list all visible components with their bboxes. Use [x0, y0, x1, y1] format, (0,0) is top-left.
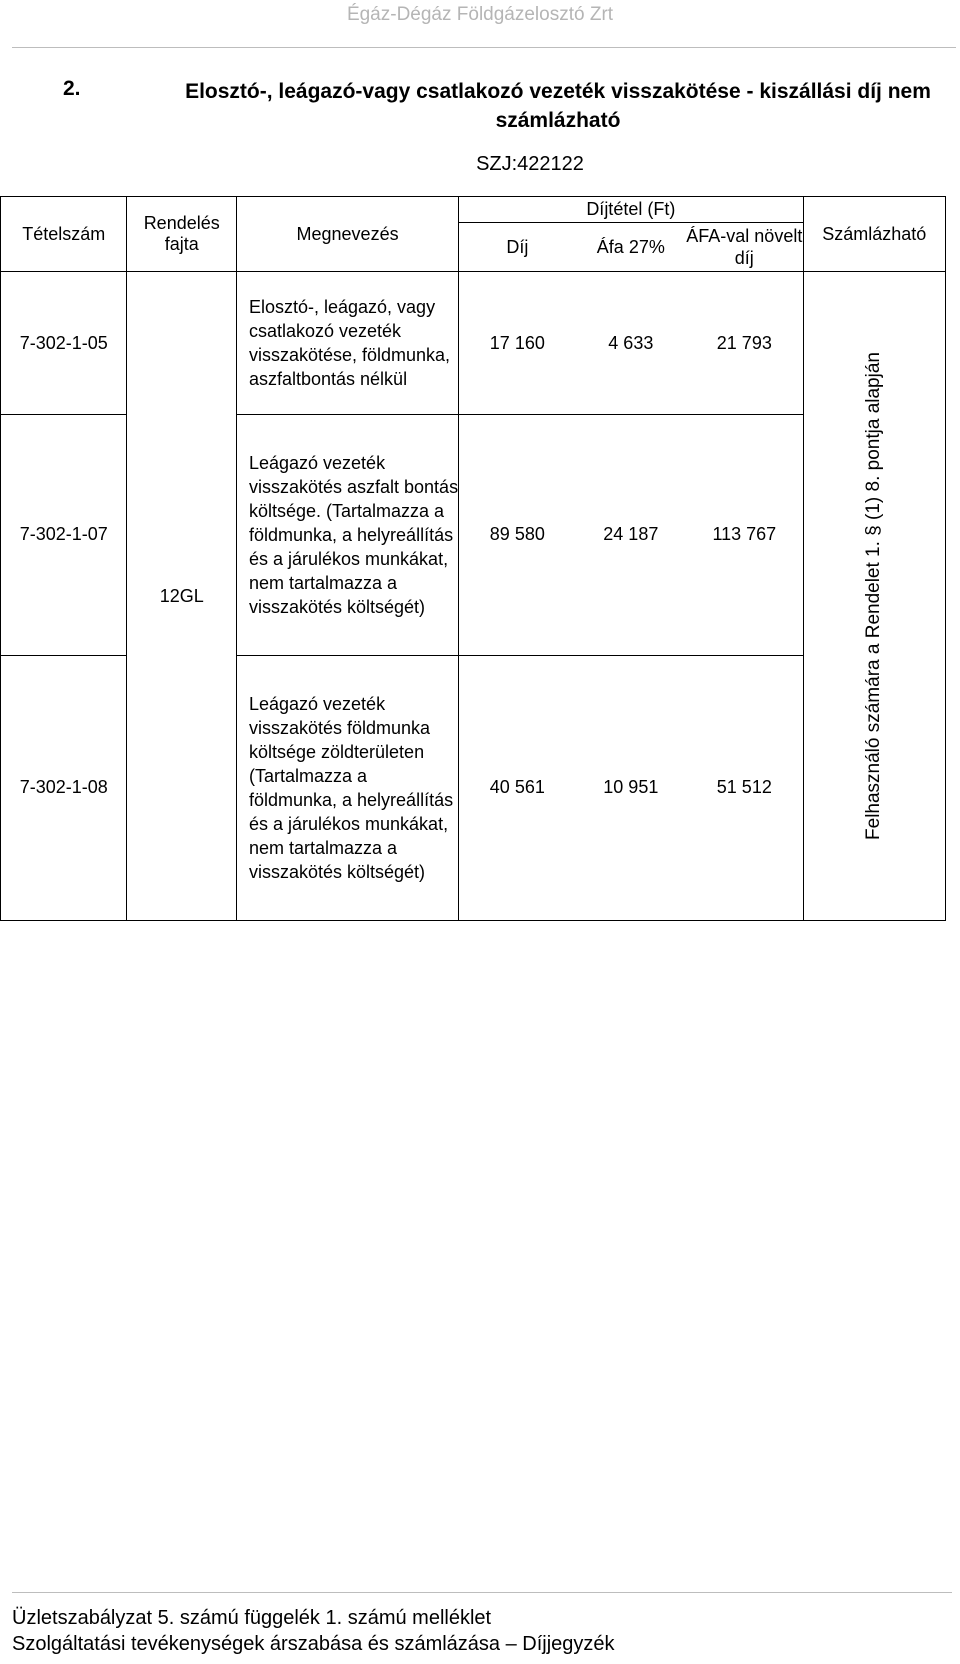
- header-afa: Áfa 27%: [576, 223, 687, 272]
- row-megnevezes: Leágazó vezeték visszakötés aszfalt bontás költsége. (Tartalmazza a földmunka, a helyreállítás és a járulékos munkákat, nem tartalmazza a visszakötés költségét): [236, 415, 458, 655]
- row-megnevezes: Leágazó vezeték visszakötés földmunka költsége zöldterületen (Tartalmazza a földmunka, a helyreállítás és a járulékos munkákat, nem tartalmazza a visszakötés költségét): [236, 655, 458, 920]
- row-afa: 4 633: [576, 272, 687, 415]
- header-divider: [12, 47, 956, 48]
- row-dij: 89 580: [459, 415, 576, 655]
- szamlazhato-cell: [803, 272, 945, 921]
- szj-code: SZJ:422122: [476, 153, 584, 175]
- szamlazhato-text: Felhasználó számára a Rendelet 1. § (1) 8. pontja alapján: [863, 352, 885, 840]
- section-title: Elosztó-, leágazó-vagy csatlakozó vezeték visszakötése - kiszállási díj nem számlázható: [185, 80, 931, 132]
- row-megnevezes: Elosztó-, leágazó, vagy csatlakozó vezeték visszakötése, földmunka, aszfaltbontás nélkül: [236, 272, 458, 415]
- row-afa: 10 951: [576, 655, 687, 920]
- table-row: [1, 272, 946, 415]
- company-header: Égáz-Dégáz Földgázelosztó Zrt: [346, 4, 614, 25]
- row-total: 51 512: [686, 655, 803, 920]
- footer-line-1: Üzletszabályzat 5. számú függelék 1. számú melléklet: [12, 1607, 492, 1629]
- row-dij: 17 160: [459, 272, 576, 415]
- page-footer: [12, 1592, 952, 1657]
- header-tetelszam: Tételszám: [1, 197, 127, 272]
- section-number: 2.: [63, 77, 81, 100]
- header-rendeles-fajta: Rendelés fajta: [127, 197, 236, 272]
- header-megnevezes: Megnevezés: [236, 197, 458, 272]
- row-tetelszam: 7-302-1-08: [1, 655, 127, 920]
- rendeles-fajta-cell: 12GL: [127, 272, 236, 921]
- row-dij: 40 561: [459, 655, 576, 920]
- row-total: 21 793: [686, 272, 803, 415]
- row-tetelszam: 7-302-1-07: [1, 415, 127, 655]
- row-tetelszam: 7-302-1-05: [1, 272, 127, 415]
- header-szamlazhato: Számlázható: [803, 197, 945, 272]
- header-dij: Díj: [459, 223, 576, 272]
- row-afa: 24 187: [576, 415, 687, 655]
- header-dijtetel: Díjtétel (Ft): [459, 197, 803, 223]
- row-total: 113 767: [686, 415, 803, 655]
- footer-line-2: Szolgáltatási tevékenységek árszabása és számlázása – Díjjegyzék: [12, 1633, 615, 1655]
- fee-table: [0, 196, 946, 921]
- header-afaval: ÁFA-val növelt díj: [686, 223, 803, 272]
